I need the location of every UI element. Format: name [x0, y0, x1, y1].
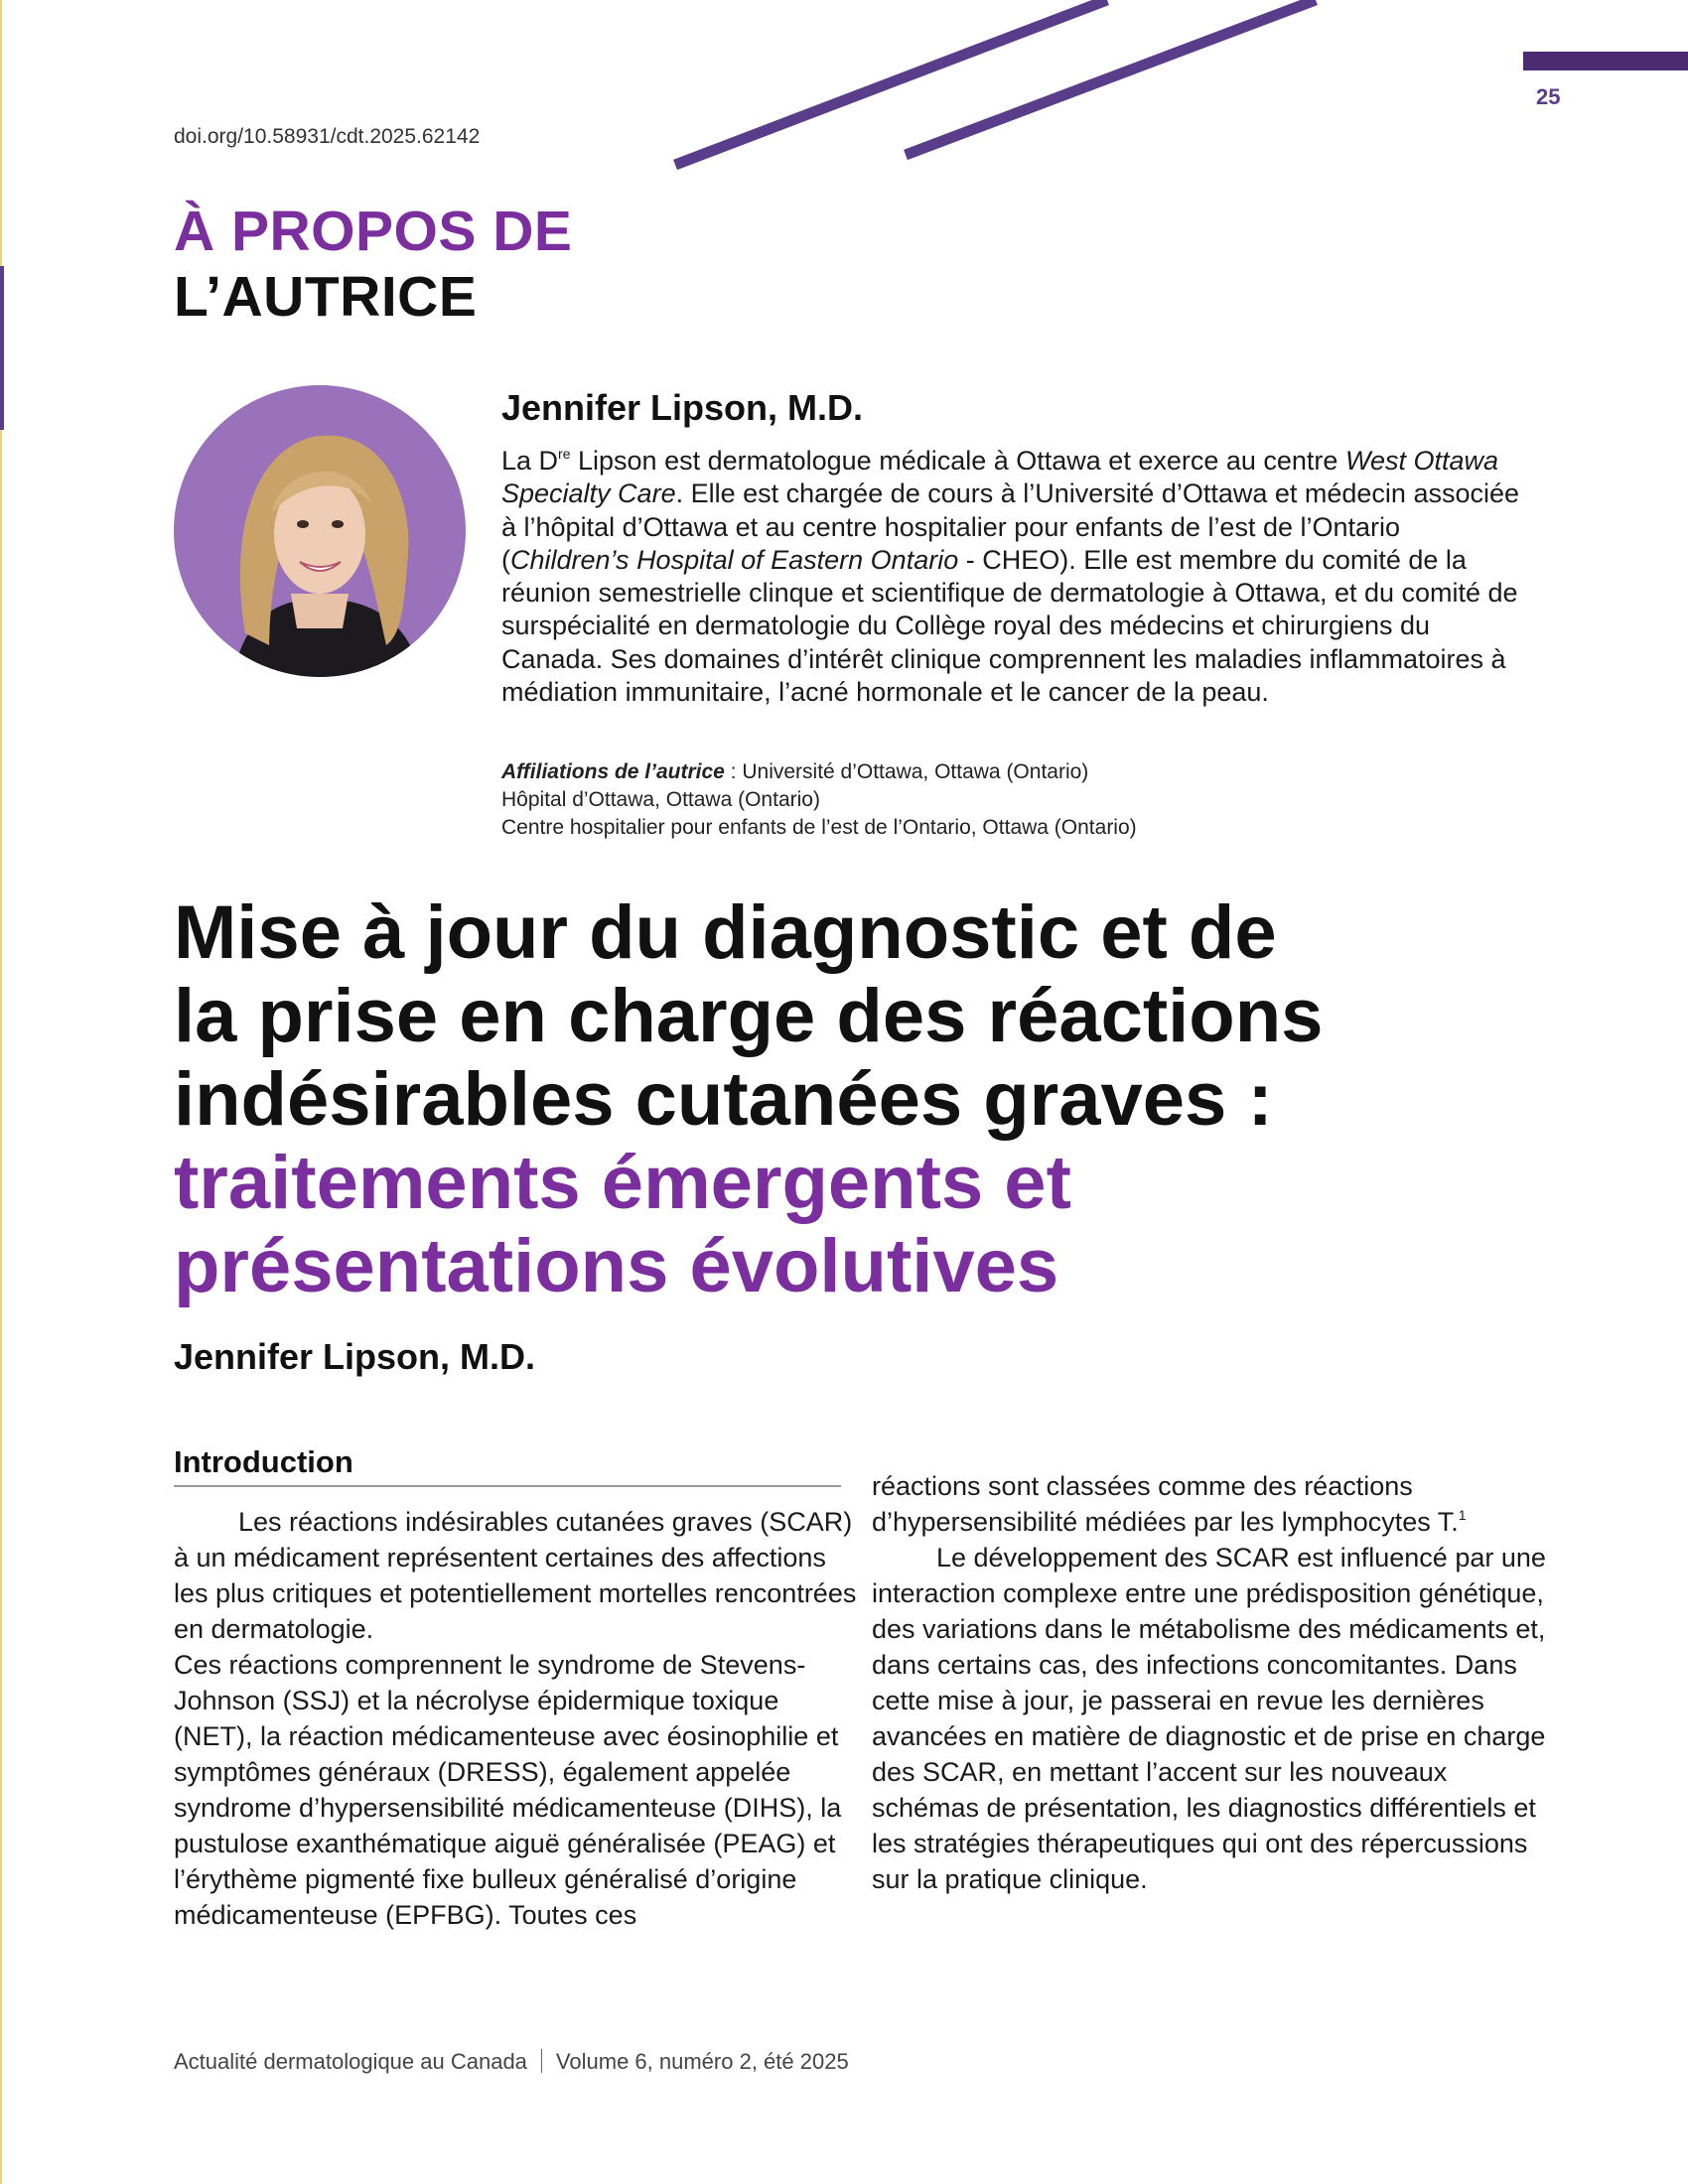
affiliations-label: Affiliations de l’autrice: [501, 760, 725, 783]
author-affiliations: [501, 758, 1524, 842]
header-bar: [1523, 52, 1688, 70]
affiliation-item: Hôpital d’Ottawa, Ottawa (Ontario): [501, 788, 820, 811]
section-heading: Introduction: [174, 1444, 353, 1479]
author-biography: [501, 445, 1524, 709]
affiliation-item: Centre hospitalier pour enfants de l’est de l’Ontario, Ottawa (Ontario): [501, 816, 1137, 839]
about-author-heading: [174, 199, 572, 330]
subtitle-line: présentations évolutives: [174, 1224, 1059, 1308]
affiliations-separator: :: [724, 760, 743, 783]
bio-clinic-name: West Ottawa Specialty Care: [501, 446, 1499, 509]
decorative-diagonal-stripes: [0, 0, 1688, 199]
about-heading-line1: À PROPOS DE: [174, 200, 573, 263]
article-title: [174, 891, 1465, 1308]
affiliation-item: Université d’Ottawa, Ottawa (Ontario): [742, 760, 1089, 783]
left-accent-bar: [0, 266, 4, 430]
bio-text-1: Lipson est dermatologue médicale à Ottawa et exerce au centre: [570, 446, 1345, 476]
title-line: Mise à jour du diagnostic et de: [174, 890, 1277, 975]
bio-text-2: . Elle est chargée de cours à l’Université d’Ottawa et médecin associée à l’hôpital d’Ottawa et au centre hospitalier pour enfants de l’est de l’Ontario (: [501, 478, 1520, 575]
footer-separator: [541, 2049, 542, 2073]
footer-journal: Actualité dermatologique au Canada: [174, 2049, 527, 2074]
paragraph-text: réactions sont classées comme des réactions d’hypersensibilité médiées par les lymphocytes T.: [872, 1471, 1459, 1537]
body-column-left: [174, 1504, 859, 1933]
article-byline: Jennifer Lipson, M.D.: [174, 1336, 536, 1377]
body-column-right: [872, 1468, 1557, 1897]
title-line: la prise en charge des réactions: [174, 974, 1324, 1058]
bio-title-prefix: La D: [501, 446, 559, 476]
doi-link[interactable]: doi.org/10.58931/cdt.2025.62142: [174, 125, 481, 148]
subtitle-line: traitements émergents et: [174, 1141, 1071, 1225]
footer-issue: Volume 6, numéro 2, été 2025: [555, 2049, 849, 2074]
bio-text-3: - CHEO). Elle est membre du comité de la réunion semestrielle clinque et scientifique de dermatologie à Ottawa, et du comité de surspécialité en dermatologie du Collège royal des médecins et chirurgiens du Canada. Ses domaines d’intérêt clinique comprennent les maladies inflammatoires à médiation immunitaire, l’acné hormonale et le cancer de la peau.: [501, 544, 1518, 708]
section-divider: [174, 1485, 841, 1487]
author-photo: [174, 385, 466, 677]
paragraph: Les réactions indésirables cutanées graves (SCAR) à un médicament représentent certaines des affections les plus critiques et potentiellement mortelles rencontrées en dermatologie.: [174, 1507, 857, 1644]
paragraph: Ces réactions comprennent le syndrome de Stevens-Johnson (SSJ) et la nécrolyse épidermique toxique (NET), la réaction médicamenteuse avec éosinophilie et symptômes généraux (DRESS), également appelée syndrome d’hypersensibilité médicamenteuse (DIHS), la pustulose exanthématique aiguë généralisée (PEAG) et l’érythème pigmenté fixe bulleux généralisé d’origine médicamenteuse (EPFBG). Toutes ces: [174, 1650, 842, 1930]
paragraph: [872, 1468, 1557, 1540]
author-name: Jennifer Lipson, M.D.: [501, 387, 864, 428]
title-line: indésirables cutanées graves :: [174, 1057, 1273, 1142]
about-heading-line2: L’AUTRICE: [174, 265, 478, 329]
paragraph: Le développement des SCAR est influencé par une interaction complexe entre une prédisposition génétique, des variations dans le métabolisme des médicaments et, dans certains cas, des infections concomitantes. Dans cette mise à jour, je passerai en revue les dernières avancées en matière de diagnostic et de prise en charge des SCAR, en mettant l’accent sur les nouveaux schémas de présentation, les diagnostics différentiels et les stratégies thérapeutiques qui ont des répercussions sur la pratique clinique.: [872, 1543, 1546, 1894]
page-number: 25: [1536, 84, 1561, 109]
bio-title-sup: re: [558, 446, 571, 462]
bio-hospital-name: Children’s Hospital of Eastern Ontario: [510, 544, 959, 575]
reference-superscript[interactable]: 1: [1458, 1507, 1467, 1523]
page-footer: [174, 2049, 849, 2075]
